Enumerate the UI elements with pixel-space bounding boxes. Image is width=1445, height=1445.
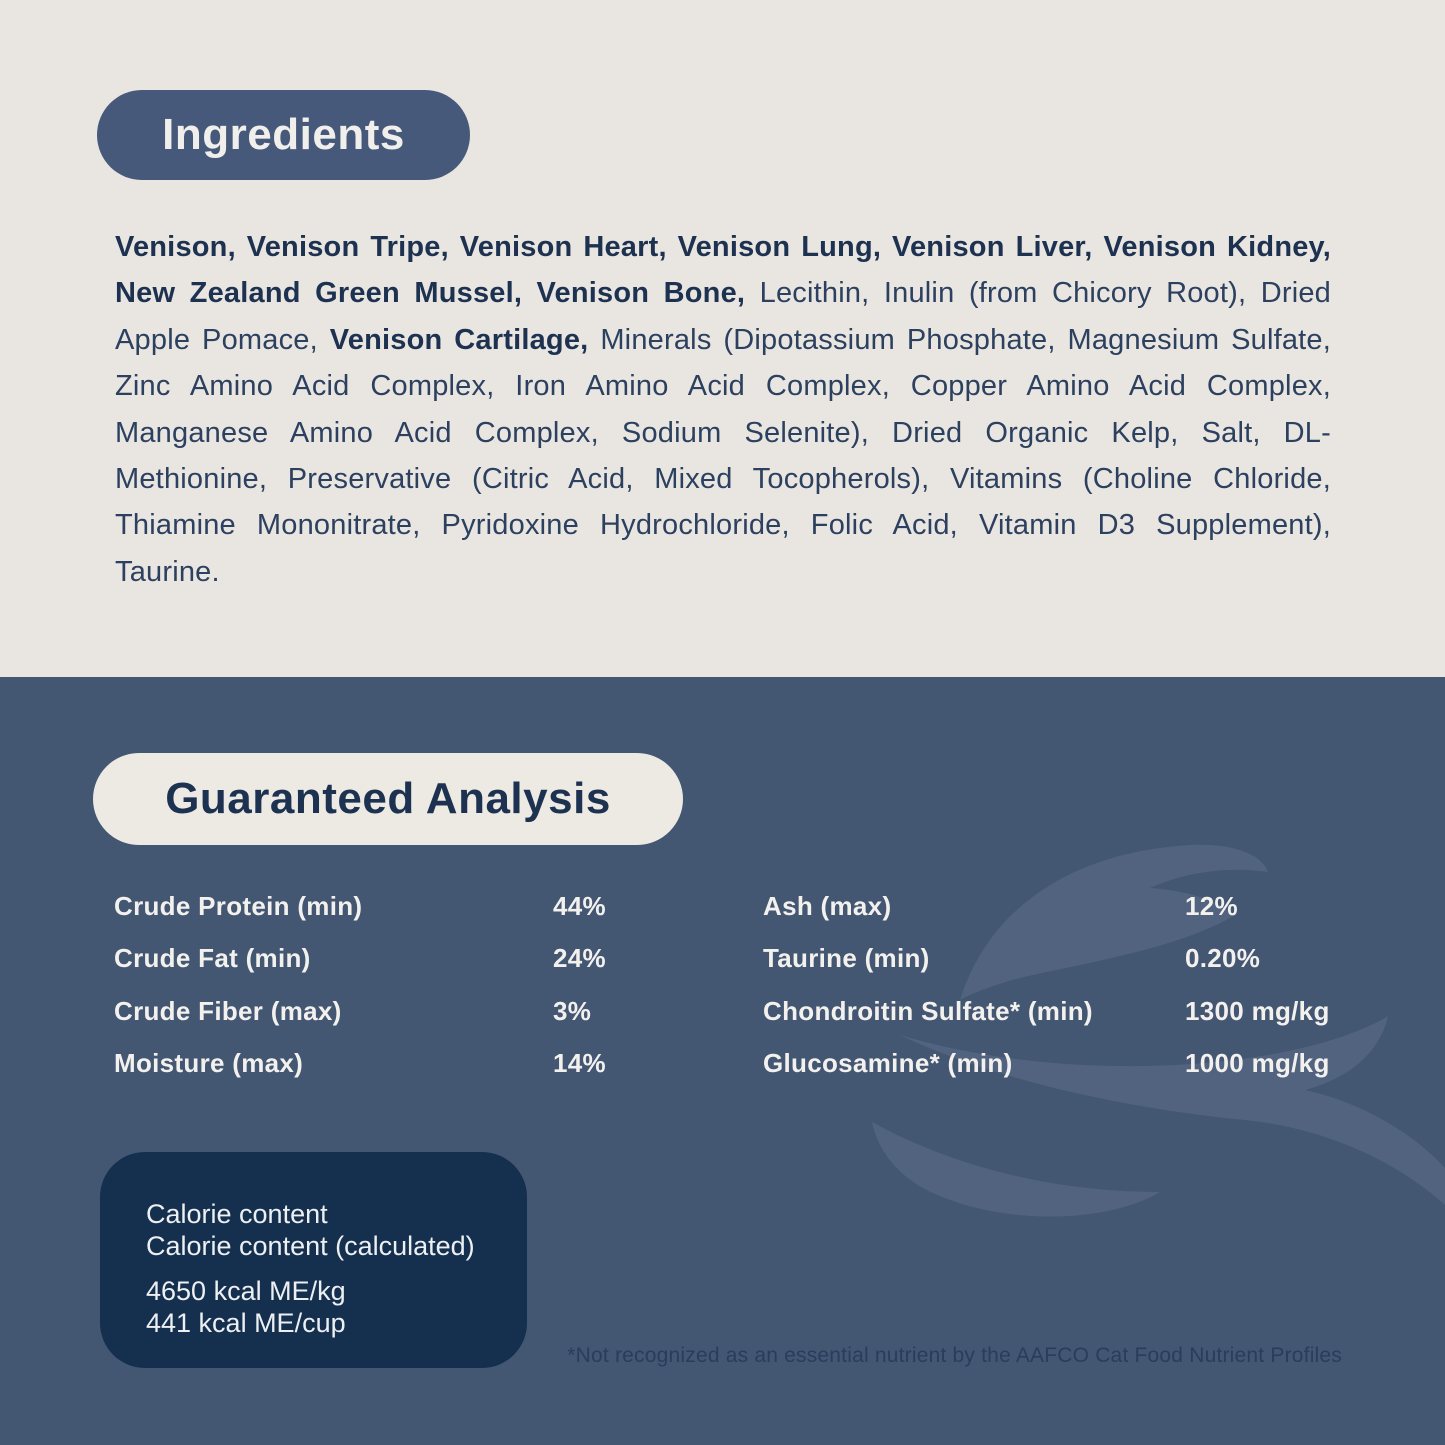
calorie-content-line: Calorie content: [146, 1199, 328, 1229]
analysis-label: Crude Fat (min): [114, 943, 311, 974]
ingredients-section: [0, 0, 1445, 677]
guaranteed-analysis-heading: Guaranteed Analysis: [165, 774, 611, 823]
analysis-label: Chondroitin Sulfate* (min): [763, 995, 1093, 1026]
analysis-value: 0.20%: [1185, 943, 1261, 974]
calorie-content-calculated-line: Calorie content (calculated): [146, 1231, 475, 1261]
analysis-row-crude-fiber: [114, 985, 754, 1038]
ingredients-regular-2: Minerals (Dipotassium Phosphate, Magnesium Sulfate, Zinc Amino Acid Complex, Iron Amino Acid Complex, Copper Amino Acid Complex, Manganese Amino Acid Complex, Sodium Selenite), Dried Organic Kelp, Salt, DL-Methionine, Preservative (Citric Acid, Mixed Tocopherols), Vitamins (Choline Chloride, Thiamine Mononitrate, Pyridoxine Hydrochloride, Folic Acid, Vitamin D3 Supplement), Taurine.: [115, 323, 1332, 588]
analysis-row-moisture: [114, 1038, 754, 1091]
analysis-row-chondroitin: [763, 985, 1403, 1038]
analysis-value: 24%: [553, 943, 606, 974]
analysis-label: Crude Fiber (max): [114, 995, 342, 1026]
guaranteed-analysis-section: [0, 677, 1445, 1445]
analysis-row-crude-protein: [114, 880, 754, 933]
ingredients-heading: Ingredients: [162, 110, 405, 159]
ingredients-paragraph: [115, 224, 1331, 595]
analysis-value: 44%: [553, 890, 606, 921]
ingredients-regular-1: Lecithin, Inulin (from Chicory Root), Dried Apple Pomace,: [115, 277, 1331, 356]
ingredients-venison-cartilage: Venison Cartilage,: [329, 323, 589, 356]
analysis-label: Crude Protein (min): [114, 890, 363, 921]
calorie-content-box: [100, 1152, 527, 1368]
analysis-column-right: [763, 880, 1403, 1090]
analysis-label: Ash (max): [763, 890, 892, 921]
analysis-label: Glucosamine* (min): [763, 1048, 1013, 1079]
analysis-label: Moisture (max): [114, 1048, 304, 1079]
calorie-kcal-per-cup: 441 kcal ME/cup: [146, 1308, 346, 1338]
analysis-value: 1300 mg/kg: [1185, 995, 1330, 1026]
analysis-column-left: [114, 880, 754, 1090]
aafco-footnote: *Not recognized as an essential nutrient by the AAFCO Cat Food Nutrient Profiles: [567, 1344, 1342, 1367]
analysis-value: 3%: [553, 995, 592, 1026]
analysis-row-taurine: [763, 933, 1403, 986]
analysis-value: 14%: [553, 1048, 606, 1079]
ingredients-main-meats: Venison, Venison Tripe, Venison Heart, Venison Lung, Venison Liver, Venison Kidney, New Zealand Green Mussel, Venison Bone,: [115, 231, 1331, 310]
guaranteed-analysis-heading-pill: [93, 753, 683, 845]
analysis-label: Taurine (min): [763, 943, 930, 974]
calorie-kcal-per-kg: 4650 kcal ME/kg: [146, 1276, 346, 1306]
analysis-value: 1000 mg/kg: [1185, 1048, 1330, 1079]
analysis-value: 12%: [1185, 890, 1238, 921]
analysis-row-crude-fat: [114, 933, 754, 986]
analysis-row-glucosamine: [763, 1038, 1403, 1091]
analysis-row-ash: [763, 880, 1403, 933]
ingredients-heading-pill: [97, 90, 470, 180]
